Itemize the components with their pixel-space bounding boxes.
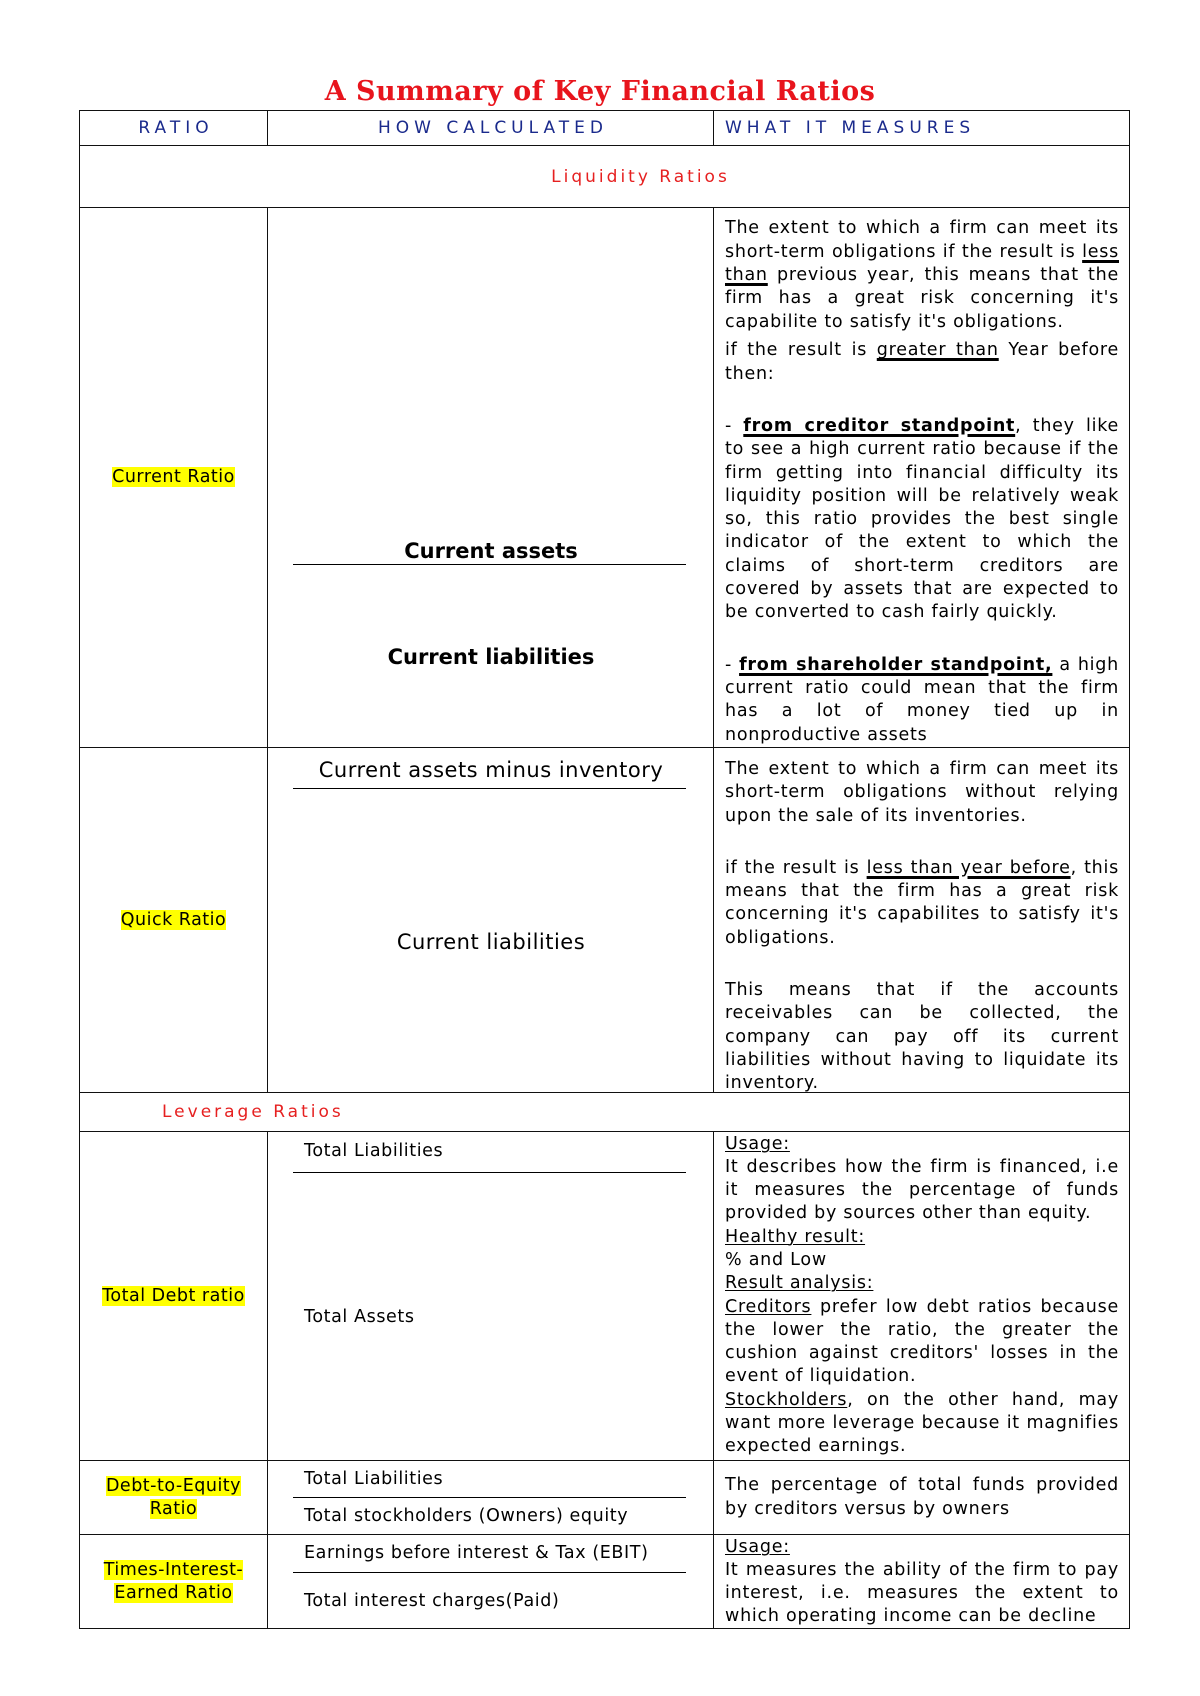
ratio-row-total-debt bbox=[80, 1132, 1130, 1461]
emphasized-text: Creditors bbox=[725, 1296, 812, 1317]
fraction-bar bbox=[293, 564, 686, 565]
measure-paragraph bbox=[725, 979, 1119, 1092]
formula-numerator: Total Liabilities bbox=[304, 1141, 444, 1161]
measure-paragraph bbox=[725, 217, 1119, 333]
section-title-leverage: Leverage Ratios bbox=[162, 1102, 344, 1122]
formula-denominator: Total stockholders (Owners) equity bbox=[304, 1506, 629, 1526]
text-run: , they like to see a high current ratio because if the firm getting into financial difficulty its liquidity position will be relatively weak so, this ratio provides the best single indicator of the extent to which the claims of short-term creditors are covered by assets that are expected to be converted to cash fairly quickly. bbox=[725, 415, 1119, 623]
measure-paragraph bbox=[725, 1133, 1119, 1156]
header-cell-what-it-measures bbox=[714, 111, 1130, 146]
measure-paragraph bbox=[725, 1389, 1119, 1459]
ratio-name-cell bbox=[80, 1535, 268, 1629]
formula-denominator: Current liabilities bbox=[396, 930, 586, 954]
measure-paragraph bbox=[725, 1296, 1119, 1389]
measure-cell bbox=[714, 208, 1130, 748]
measure-paragraph bbox=[725, 654, 1119, 747]
ratio-row-quick bbox=[80, 748, 1130, 1093]
text-run: , this means that the firm has a great risk concerning it's capabilites to satisfy it's obligations. bbox=[725, 857, 1119, 948]
measure-paragraph bbox=[725, 857, 1119, 950]
formula-numerator: Current assets minus inventory bbox=[318, 758, 664, 782]
header-cell-how-calculated bbox=[268, 111, 714, 146]
formula-cell bbox=[268, 1461, 714, 1535]
text-run: , on the other hand, may want more leverage because it magnifies expected earnings. bbox=[725, 1389, 1119, 1457]
ratio-name: Total Debt ratio bbox=[102, 1285, 245, 1306]
header-row bbox=[80, 111, 1130, 146]
ratio-name: Quick Ratio bbox=[120, 909, 227, 930]
fraction-bar bbox=[293, 788, 686, 789]
ratio-name: Debt-to-Equity Ratio bbox=[105, 1475, 242, 1519]
measure-paragraph bbox=[725, 1474, 1119, 1521]
formula-denominator: Current liabilities bbox=[387, 645, 595, 669]
ratio-name-cell bbox=[80, 1461, 268, 1535]
header-how-calculated: HOW CALCULATED bbox=[377, 118, 609, 138]
ratio-row-debt-to-equity bbox=[80, 1461, 1130, 1535]
emphasized-text: from creditor standpoint bbox=[743, 415, 1016, 436]
text-run: It describes how the firm is financed, i.e it measures the percentage of funds provided by sources other than equity. bbox=[725, 1156, 1119, 1224]
measure-paragraph bbox=[725, 1559, 1119, 1628]
fraction-bar bbox=[293, 1172, 686, 1173]
text-run: a high current ratio could mean that the firm has a lot of money tied up in nonproductive assets bbox=[725, 654, 1119, 745]
emphasized-text: less than bbox=[725, 241, 1119, 285]
measure-paragraph bbox=[725, 1156, 1119, 1226]
text-run: - bbox=[725, 654, 740, 675]
measure-cell bbox=[714, 1461, 1130, 1535]
text-run: previous year, this means that the firm has a great risk concerning it's capabilite to satisfy it's obligations. bbox=[725, 264, 1119, 332]
text-run: It measures the ability of the firm to pay interest, i.e. measures the extent to which operating income can be decline bbox=[725, 1559, 1119, 1627]
text-run: if the result is bbox=[725, 340, 877, 361]
formula-numerator: Total Liabilities bbox=[304, 1469, 444, 1489]
ratio-name: Current Ratio bbox=[112, 467, 235, 487]
formula-numerator: Earnings before interest & Tax (EBIT) bbox=[304, 1543, 649, 1563]
ratios-table bbox=[79, 110, 1130, 1629]
header-cell-ratio bbox=[80, 111, 268, 146]
fraction-bar bbox=[293, 1572, 686, 1573]
text-run: prefer low debt ratios because the lower the ratio, the greater the cushion against creditors' losses in the event of liquidation. bbox=[725, 1296, 1119, 1387]
formula-numerator: Current assets bbox=[404, 539, 578, 563]
emphasized-text: from shareholder standpoint, bbox=[739, 654, 1053, 675]
emphasized-text: Usage: bbox=[725, 1133, 790, 1154]
emphasized-text: Stockholders bbox=[725, 1389, 848, 1410]
formula-cell bbox=[268, 208, 714, 748]
text-run: Year before then: bbox=[725, 340, 1119, 384]
section-cell-leverage bbox=[80, 1093, 1130, 1132]
ratio-row-current bbox=[80, 208, 1130, 748]
measure-paragraph bbox=[725, 415, 1119, 625]
header-ratio: RATIO bbox=[138, 118, 214, 138]
ratio-name-cell bbox=[80, 208, 268, 748]
document-title: A Summary of Key Financial Ratios bbox=[324, 76, 876, 107]
section-title-liquidity: Liquidity Ratios bbox=[551, 166, 730, 187]
emphasized-text: greater than bbox=[876, 340, 999, 361]
emphasized-text: Usage: bbox=[725, 1536, 790, 1557]
measure-paragraph bbox=[725, 1249, 1119, 1272]
emphasized-text: less than year before bbox=[866, 857, 1071, 878]
section-row-liquidity bbox=[80, 146, 1130, 208]
measure-cell bbox=[714, 748, 1130, 1093]
emphasized-text: Healthy result: bbox=[725, 1226, 866, 1247]
measure-paragraph bbox=[725, 758, 1119, 828]
section-cell-liquidity bbox=[80, 146, 1130, 208]
header-what-it-measures: WHAT IT MEASURES bbox=[725, 118, 976, 138]
ratio-name-cell bbox=[80, 1132, 268, 1461]
ratio-name: Times-Interest-Earned Ratio bbox=[103, 1559, 244, 1603]
ratio-row-times-interest-earned bbox=[80, 1535, 1130, 1629]
measure-paragraph bbox=[725, 1272, 1119, 1295]
measure-paragraph bbox=[725, 1536, 1119, 1559]
fraction-bar bbox=[293, 1497, 686, 1498]
ratio-name-cell bbox=[80, 748, 268, 1093]
text-run: The extent to which a firm can meet its short-term obligations without relying upon the sale of its inventories. bbox=[725, 759, 1119, 826]
formula-denominator: Total Assets bbox=[304, 1307, 415, 1327]
measure-cell bbox=[714, 1535, 1130, 1629]
text-run: The percentage of total funds provided by creditors versus by owners bbox=[725, 1475, 1119, 1519]
text-run: This means that if the accounts receivables can be collected, the company can pay off its current liabilities without having to liquidate its inventory. bbox=[725, 980, 1119, 1092]
measure-paragraph bbox=[725, 339, 1119, 386]
text-run: - bbox=[725, 415, 744, 436]
measure-cell bbox=[714, 1132, 1130, 1461]
formula-cell bbox=[268, 748, 714, 1093]
measure-paragraph bbox=[725, 1226, 1119, 1249]
section-row-leverage bbox=[80, 1093, 1130, 1132]
formula-cell bbox=[268, 1132, 714, 1461]
formula-denominator: Total interest charges(Paid) bbox=[304, 1591, 560, 1611]
text-run: The extent to which a firm can meet its short-term obligations if the result is bbox=[725, 218, 1119, 262]
text-run: % and Low bbox=[725, 1249, 827, 1270]
formula-cell bbox=[268, 1535, 714, 1629]
text-run: if the result is bbox=[725, 857, 867, 878]
emphasized-text: Result analysis: bbox=[725, 1273, 874, 1294]
